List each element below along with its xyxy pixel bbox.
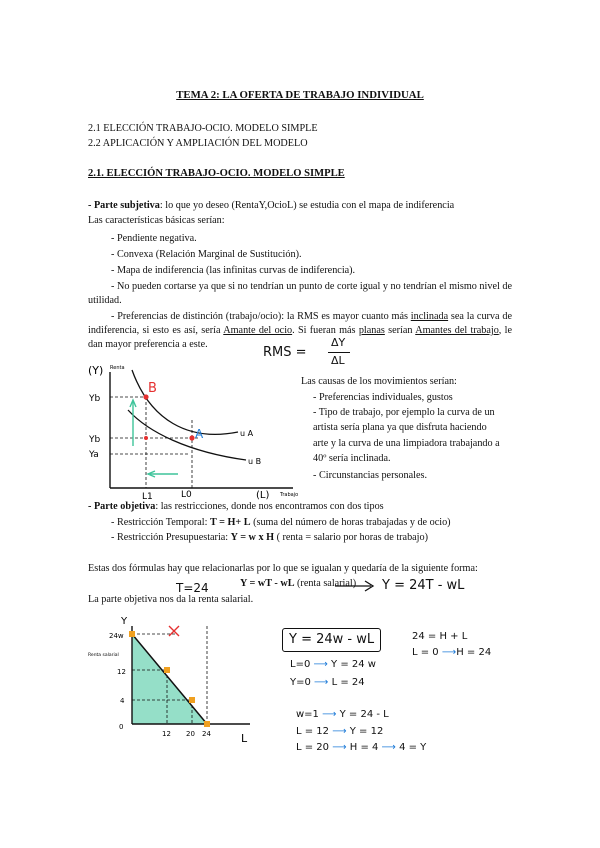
boxed-formula: Y = 24w - wL: [282, 628, 381, 652]
graph1-tick-ya: Ya: [89, 450, 99, 460]
subjective-line: [88, 199, 454, 213]
graph1-y-title: Renta: [110, 365, 125, 371]
point-24w: [129, 631, 135, 637]
point-4: [189, 697, 195, 703]
graph2-tick-24w: 24w: [109, 632, 124, 640]
graph2-tick-12: 12: [117, 668, 126, 676]
graph1-tick-l1: L1: [142, 492, 153, 502]
cause-1: - Preferencias individuales, gustos: [313, 392, 453, 403]
graph2-side-note: Renta salarial: [88, 653, 119, 658]
note-y0: Y=0 ⟶ L = 24: [290, 677, 365, 688]
subjective-text: : lo que yo deseo (RentaY,OcioL) se estudia con el mapa de indiferencia: [159, 200, 455, 211]
point-a-label: A: [195, 427, 204, 441]
graph1-tick-yb: Yb: [89, 435, 101, 445]
graph1-tick-yb-top: Yb: [89, 394, 101, 404]
cause-2b: artista sería plana ya que disfruta haciendo: [313, 422, 487, 433]
char-item-4: - No pueden cortarse ya que si no tendrían un punto de corte igual y no tendrían el mismo nivel de utilidad.: [88, 281, 512, 306]
point-24: [204, 721, 210, 727]
term-inclinada: inclinada: [410, 311, 449, 322]
graph1-x-label: (L): [256, 490, 270, 501]
note-eq1: 24 = H + L: [412, 631, 468, 642]
cause-2c: arte y la curva de una limpiadora trabajando a: [313, 438, 500, 449]
graph2-tick-x24: 24: [202, 730, 211, 738]
term-amantes-trabajo: Amantes del trabajo: [415, 324, 499, 336]
rms-denominator: ΔL: [331, 354, 345, 367]
char-item-3: - Mapa de indiferencia (las infinitas curvas de indiferencia).: [111, 265, 356, 276]
graph2-tick-x12: 12: [162, 730, 171, 738]
subjective-intro: Las características básicas serían:: [88, 215, 225, 226]
preferences-paragraph: - Preferencias de distinción (trabajo/ocio): la RMS es mayor cuanto más inclinada sea la curva de indiferencia, si esto es así, sería Amante del ocio. Si fueran más planas serían Amantes del trabajo, le dan mayor preferencia a este.: [88, 311, 513, 350]
term-amante-ocio: Amante del ocio: [223, 324, 293, 336]
char-item-2: - Convexa (Relación Marginal de Sustitución).: [111, 249, 302, 260]
objective-label: - Parte objetiva: [88, 501, 156, 512]
combined-result: Y = 24T - wL: [382, 578, 465, 593]
cause-3: - Circunstancias personales.: [313, 470, 428, 481]
document-title: TEMA 2: LA OFERTA DE TRABAJO INDIVIDUAL: [176, 89, 424, 101]
point-b-label: B: [148, 381, 157, 396]
restriction-budget: - Restricción Presupuestaria: Y = w x H ( renta = salario por horas de trabajo): [111, 532, 428, 543]
rms-numerator: ΔY: [331, 336, 346, 349]
graph2-tick-x20: 20: [186, 730, 195, 738]
graph2-x-label: L: [241, 732, 248, 745]
arrow-icon: [333, 578, 377, 592]
graph1-x-title: Trabajo: [280, 492, 299, 498]
indifference-graph: [88, 360, 303, 510]
subjective-label: - Parte subjetiva: [88, 200, 160, 211]
note-w1: w=1 ⟶ Y = 24 - L: [296, 709, 389, 720]
cause-2d: 40º sería inclinada.: [313, 453, 391, 464]
toc-item-1: 2.1 ELECCIÓN TRABAJO-OCIO. MODELO SIMPLE: [88, 123, 318, 134]
objective-line: - Parte objetiva: las restricciones, donde nos encontramos con dos tipos: [88, 501, 384, 512]
graph1-tick-l0: L0: [181, 490, 192, 500]
curve-b-label: u B: [248, 457, 262, 466]
graph1-y-label: (Y): [88, 364, 104, 377]
indifference-curve-a: [132, 370, 238, 434]
combine-text: Estas dos fórmulas hay que relacionarlas por lo que se igualan y quedaría de la siguiente forma:: [88, 563, 478, 574]
point-a: [189, 435, 194, 440]
curve-a-label: u A: [240, 429, 254, 438]
point-mid: [144, 436, 148, 440]
budget-graph: [85, 612, 265, 752]
point-12: [164, 667, 170, 673]
graph2-tick-4: 4: [120, 697, 125, 705]
note-l0: L=0 ⟶ Y = 24 w: [290, 659, 376, 670]
rms-label: RMS =: [263, 345, 307, 360]
term-planas: planas: [358, 324, 385, 336]
t-equals-24: T=24: [176, 581, 209, 595]
note-eq2: L = 0 ⟶H = 24: [412, 647, 492, 658]
section-heading: 2.1. ELECCIÓN TRABAJO-OCIO. MODELO SIMPLE: [88, 168, 345, 179]
graph2-y-label: Y: [121, 616, 128, 627]
note-l20: L = 20 ⟶ H = 4 ⟶ 4 = Y: [296, 742, 427, 753]
char-item-1: - Pendiente negativa.: [111, 233, 197, 244]
graph2-tick-0: 0: [119, 723, 124, 731]
combined-formula: Y = wT - wL (renta salarial): [240, 578, 357, 589]
note-l12: L = 12 ⟶ Y = 12: [296, 726, 384, 737]
objective-result: La parte objetiva nos da la renta salarial.: [88, 594, 254, 605]
red-cross-icon: [169, 626, 179, 636]
causes-intro: Las causas de los movimientos serían:: [301, 376, 457, 387]
restriction-temporal: - Restricción Temporal: T = H+ L (suma del número de horas trabajadas y de ocio): [111, 517, 451, 528]
toc-item-2: 2.2 APLICACIÓN Y AMPLIACIÓN DEL MODELO: [88, 138, 308, 149]
cause-2: - Tipo de trabajo, por ejemplo la curva de un: [313, 407, 495, 418]
